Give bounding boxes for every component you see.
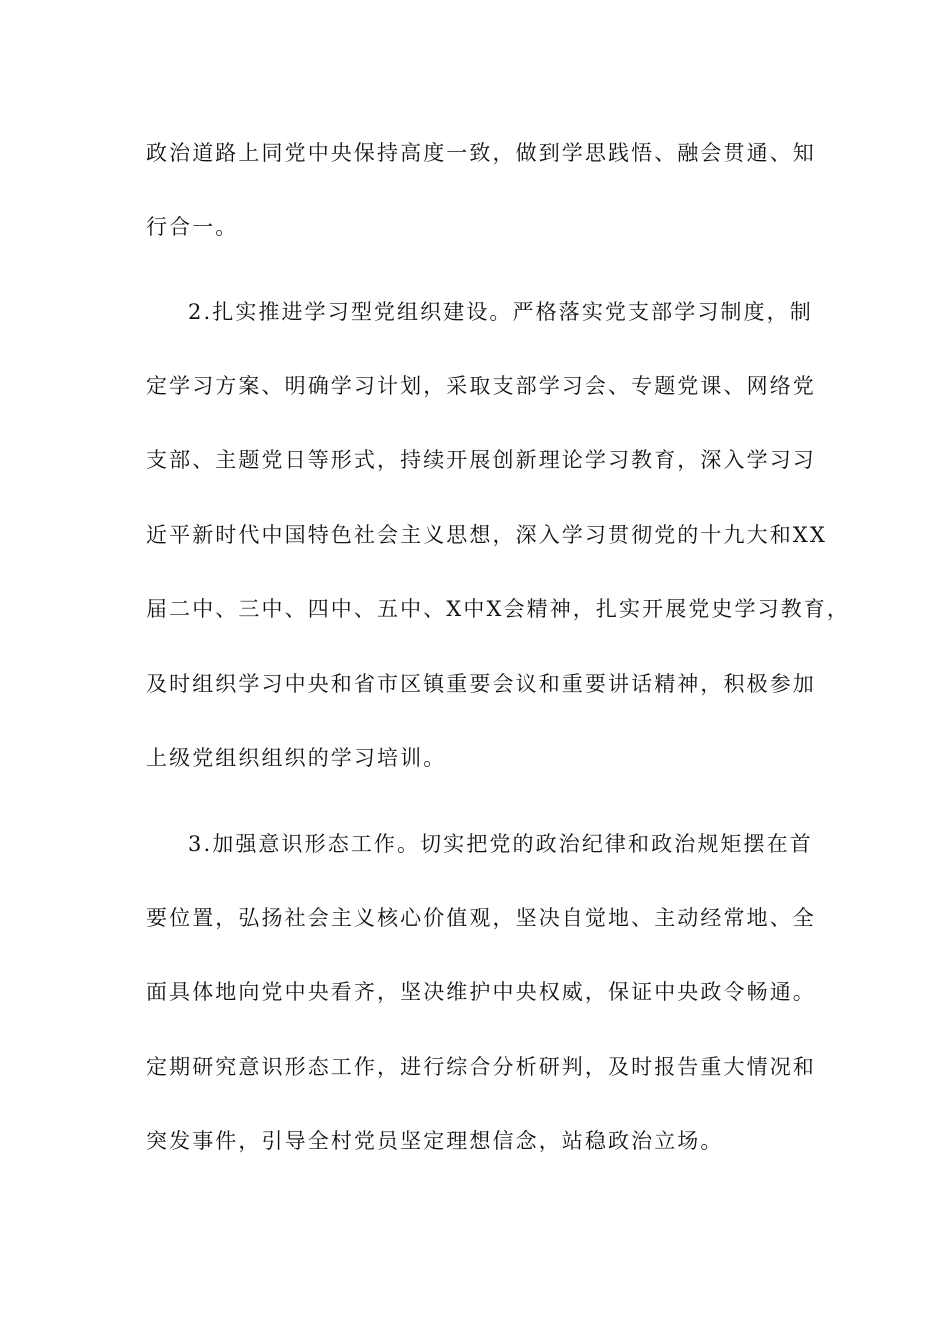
text-line: 行合一。 [146, 215, 239, 239]
text-line: 2.扎实推进学习型党组织建设。严格落实党支部学习制度，制 [188, 300, 813, 324]
text-line: 政治道路上同党中央保持高度一致，做到学思践悟、融会贯通、知 [146, 141, 816, 165]
text-line: 近平新时代中国特色社会主义思想，深入学习贯彻党的十九大和XX [146, 523, 827, 547]
text-line: 要位置，弘扬社会主义核心价值观，坚决自觉地、主动经常地、全 [146, 906, 816, 930]
text-line: 面具体地向党中央看齐，坚决维护中央权威，保证中央政令畅通。 [146, 980, 816, 1004]
text-line: 定期研究意识形态工作，进行综合分析研判，及时报告重大情况和 [146, 1055, 816, 1079]
text-line: 突发事件，引导全村党员坚定理想信念，站稳政治立场。 [146, 1129, 724, 1153]
text-line: 及时组织学习中央和省市区镇重要会议和重要讲话精神，积极参加 [146, 672, 816, 696]
text-line: 支部、主题党日等形式，持续开展创新理论学习教育，深入学习习 [146, 448, 816, 472]
text-line: 届二中、三中、四中、五中、X中X会精神，扎实开展党史学习教育， [146, 597, 850, 621]
text-line: 上级党组织组织的学习培训。 [146, 746, 447, 770]
text-line: 定学习方案、明确学习计划，采取支部学习会、专题党课、网络党 [146, 374, 816, 398]
text-line: 3.加强意识形态工作。切实把党的政治纪律和政治规矩摆在首 [188, 832, 813, 856]
